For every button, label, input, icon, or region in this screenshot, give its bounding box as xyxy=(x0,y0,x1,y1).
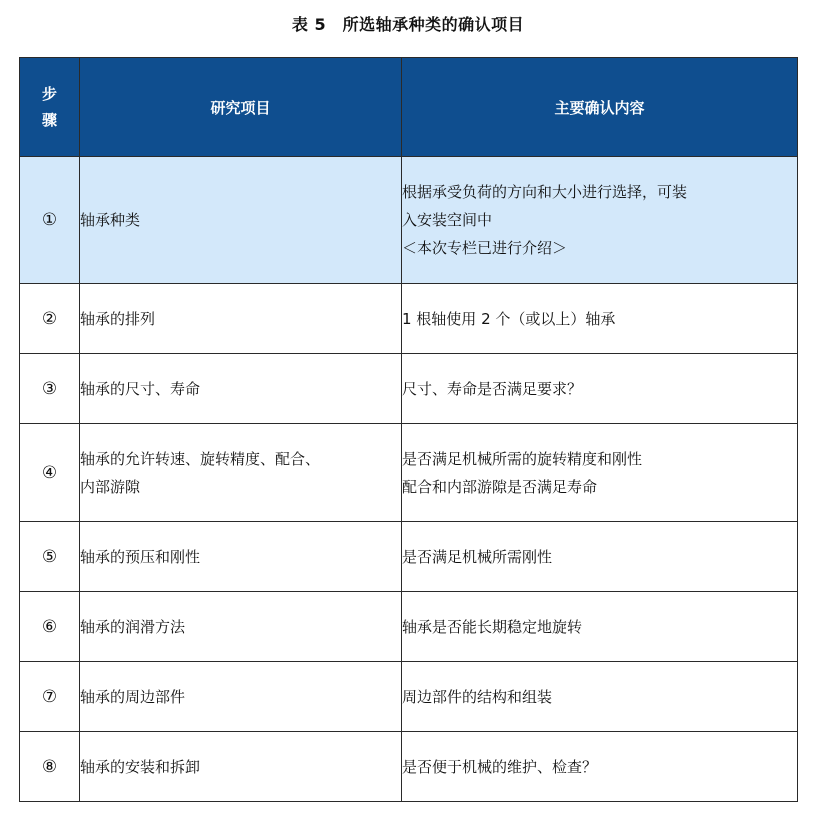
bearing-selection-table xyxy=(19,57,798,802)
research-item xyxy=(80,157,402,284)
research-item xyxy=(80,732,402,802)
content-line: 周边部件的结构和组装 xyxy=(402,687,553,706)
content-line: 轴承是否能长期稳定地旋转 xyxy=(402,617,583,636)
research-item xyxy=(80,354,402,424)
confirmation-content xyxy=(402,284,798,354)
confirmation-content xyxy=(402,662,798,732)
confirmation-content xyxy=(402,157,798,284)
research-item xyxy=(80,592,402,662)
content-line: 配合和内部游隙是否满足寿命 xyxy=(402,477,598,496)
step-number: ③ xyxy=(20,354,80,424)
table-row xyxy=(20,354,798,424)
step-number: ⑥ xyxy=(20,592,80,662)
step-number: ④ xyxy=(20,424,80,522)
confirmation-content xyxy=(402,592,798,662)
table-row xyxy=(20,522,798,592)
research-item xyxy=(80,662,402,732)
step-number: ⑧ xyxy=(20,732,80,802)
confirmation-content xyxy=(402,424,798,522)
content-line: 是否满足机械所需刚性 xyxy=(402,547,553,566)
table-row xyxy=(20,662,798,732)
content-line: 1 根轴使用 2 个（或以上）轴承 xyxy=(402,309,616,328)
step-number: ② xyxy=(20,284,80,354)
research-item-line: 轴承的周边部件 xyxy=(80,687,186,706)
research-item xyxy=(80,522,402,592)
confirmation-content xyxy=(402,354,798,424)
confirmation-content xyxy=(402,522,798,592)
research-item-line: 轴承的安装和拆卸 xyxy=(80,757,201,776)
content-line: 是否便于机械的维护、检查？ xyxy=(402,757,598,776)
content-line: 是否满足机械所需的旋转精度和刚性 xyxy=(402,449,643,468)
research-item-line: 轴承种类 xyxy=(80,211,141,229)
confirmation-content xyxy=(402,732,798,802)
step-number: ⑦ xyxy=(20,662,80,732)
table-row xyxy=(20,732,798,802)
header-main-content: 主要确认内容 xyxy=(402,58,798,157)
table-row xyxy=(20,284,798,354)
table-row xyxy=(20,592,798,662)
research-item-line: 轴承的尺寸、寿命 xyxy=(80,379,201,398)
header-step-char-2: 骤 xyxy=(41,111,57,129)
research-item-line: 内部游隙 xyxy=(80,477,141,496)
header-step xyxy=(20,58,80,157)
research-item xyxy=(80,284,402,354)
table-header-row xyxy=(20,58,798,157)
research-item-line: 轴承的排列 xyxy=(80,309,156,328)
table-row xyxy=(20,424,798,522)
table-row xyxy=(20,157,798,284)
research-item xyxy=(80,424,402,522)
content-line: 入安装空间中 xyxy=(402,211,493,229)
header-step-char-1: 步 xyxy=(41,85,57,103)
step-number: ⑤ xyxy=(20,522,80,592)
content-line: 尺寸、寿命是否满足要求？ xyxy=(402,379,583,398)
step-number: ① xyxy=(20,157,80,284)
research-item-line: 轴承的允许转速、旋转精度、配合、 xyxy=(80,449,321,468)
content-line: 根据承受负荷的方向和大小进行选择，可装 xyxy=(402,183,688,201)
table-caption: 表 5 所选轴承种类的确认项目 xyxy=(291,15,525,34)
content-line: ＜本次专栏已进行介绍＞ xyxy=(402,239,568,257)
research-item-line: 轴承的润滑方法 xyxy=(80,617,186,636)
research-item-line: 轴承的预压和刚性 xyxy=(80,547,201,566)
header-research-item: 研究项目 xyxy=(80,58,402,157)
